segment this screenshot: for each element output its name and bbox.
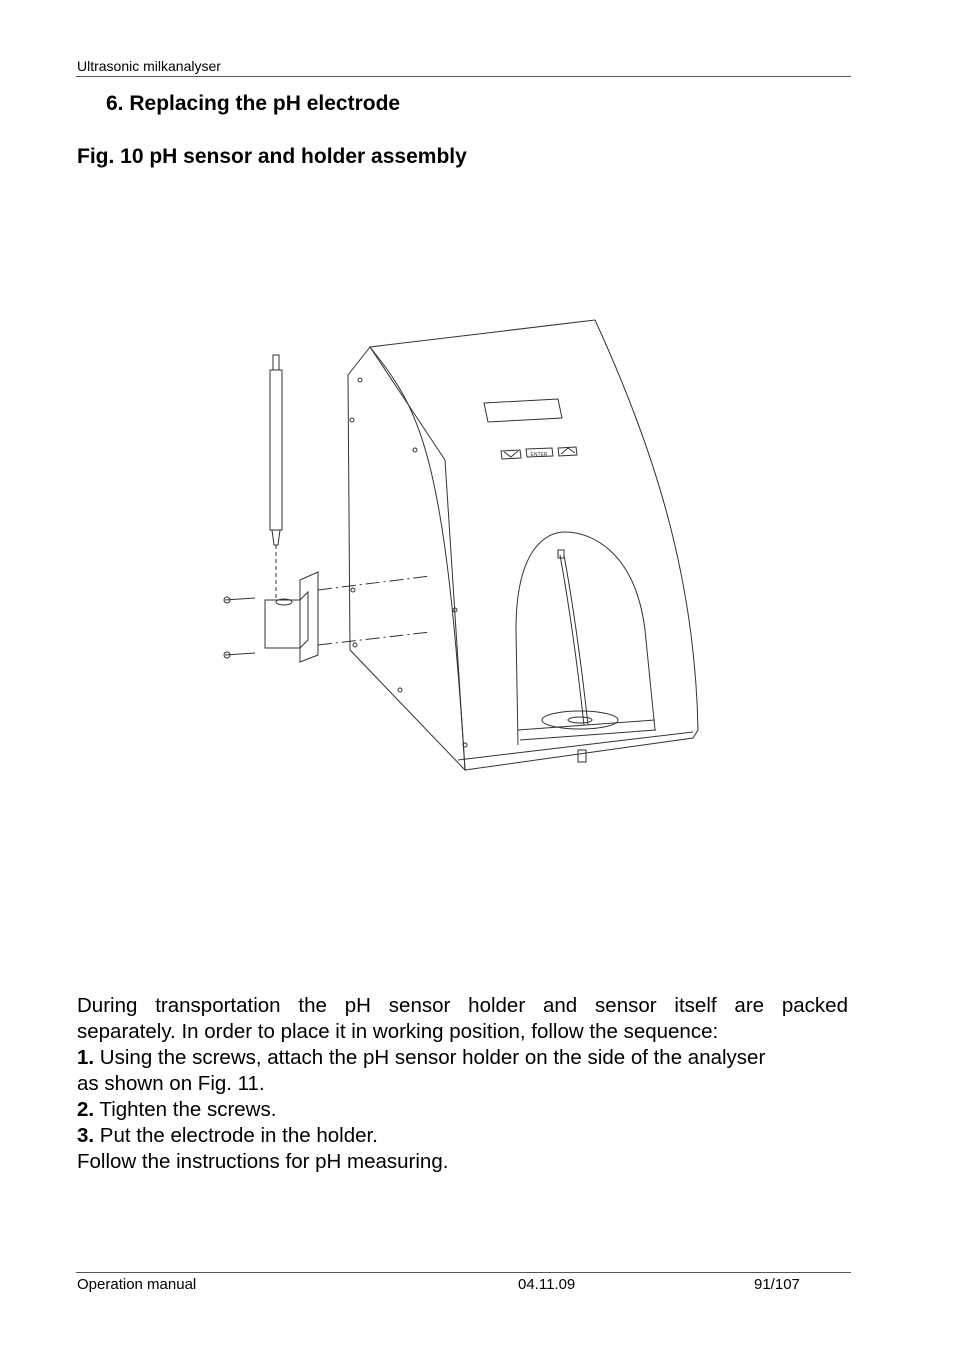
closing-line: Follow the instructions for pH measuring. (77, 1150, 449, 1173)
step-2-text: Tighten the screws. (94, 1098, 277, 1121)
housing-top-curve (370, 320, 595, 347)
ph-electrode (270, 370, 282, 530)
step-2 (77, 1097, 848, 1123)
step-3-text: Put the electrode in the holder. (94, 1124, 378, 1147)
enter-button-label: ENTER (530, 452, 548, 458)
step-3 (77, 1123, 848, 1149)
section-heading (106, 92, 400, 116)
step-1-continued: as shown on Fig. 11. (77, 1072, 265, 1095)
section-title: Replacing the pH electrode (129, 92, 401, 115)
step-2-number: 2. (77, 1098, 95, 1121)
footer-document-name: Operation manual (77, 1276, 197, 1293)
housing-front-curve (370, 347, 465, 770)
footer-rule (76, 1272, 851, 1273)
header-rule (76, 76, 851, 77)
instructions (77, 993, 848, 1175)
sample-bay-arch (516, 532, 655, 745)
display-window (484, 399, 562, 422)
intro-line-1: During transportation the pH sensor holder and sensor itself are packed (77, 994, 848, 1017)
figure-caption: Fig. 10 pH sensor and holder assembly (77, 145, 467, 168)
footer-date: 04.11.09 (518, 1276, 576, 1293)
drain-nozzle (578, 750, 586, 762)
housing-side-panel (348, 347, 465, 770)
intro-line-2: separately. In order to place it in working position, follow the sequence: (77, 1020, 719, 1043)
footer-page-number: 91/107 (754, 1276, 800, 1293)
ph-sensor-holder (265, 592, 308, 648)
step-3-number: 3. (77, 1124, 95, 1147)
running-header: Ultrasonic milkanalyser (77, 58, 221, 74)
step-1-number: 1. (77, 1046, 95, 1069)
stirrer-rod (560, 555, 584, 725)
section-number: 6. (106, 92, 124, 115)
step-1-text: Using the screws, attach the pH sensor holder on the side of the analyser (94, 1046, 766, 1069)
analyser-assembly-drawing (200, 310, 720, 790)
sample-tray (542, 711, 618, 729)
step-1 (77, 1045, 848, 1071)
